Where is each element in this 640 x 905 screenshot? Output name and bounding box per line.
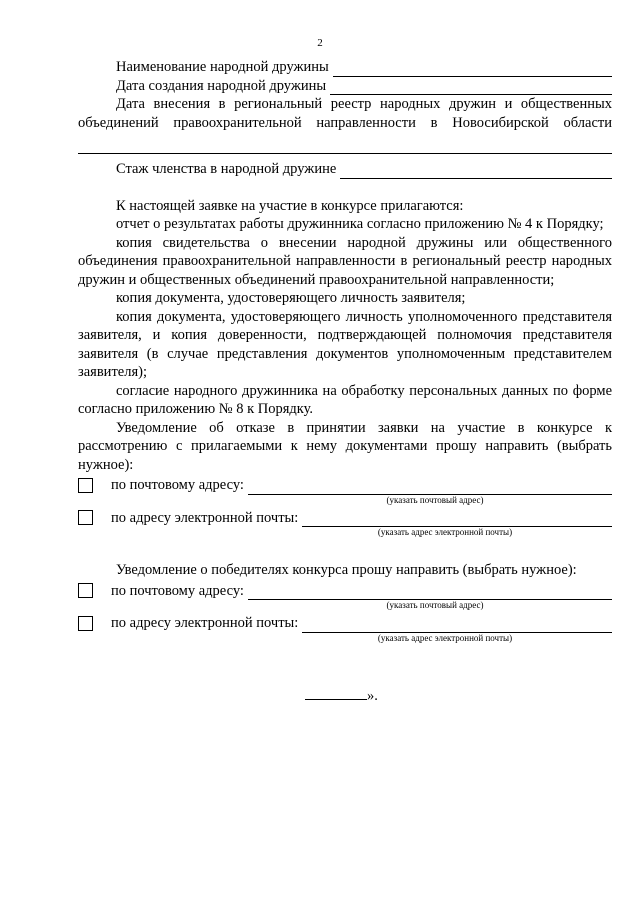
name-row [78,58,612,77]
created-label: Дата создания народной дружины [116,77,327,94]
registry-label-line1: Дата внесения в региональный реестр народных дружин и общественных [116,96,612,112]
created-row [78,77,612,96]
attachment-certificate: копия свидетельства о внесении народной дружины или общественного объединения правоохранительной направленности в региональный реестр народных дружин и общественных объединений правоохранительной направленности; [78,234,612,288]
name-field[interactable] [333,62,612,77]
attachment-consent: согласие народного дружинника на обработку персональных данных по форме согласно приложению № 8 к Порядку. [78,382,612,417]
refusal-email-label: по адресу электронной почты: [111,509,299,526]
winners-email-label: по адресу электронной почты: [111,615,299,631]
membership-row [78,160,612,179]
winners-notice-text: Уведомление о победителях конкурса прошу направить (выбрать нужное): [116,562,577,578]
winners-postal-label: по почтовому адресу: [111,582,244,599]
membership-label: Стаж членства в народной дружине [116,161,337,177]
winners-postal-checkbox[interactable] [78,583,93,598]
membership-field[interactable] [340,164,612,179]
created-field[interactable] [330,80,612,95]
attachment-representative-copy: копия документа, удостоверяющего личность уполномоченного представителя заявителя, и копия доверенности, подтверждающей полномочия представителя заявителя (в случае представления документов уполномоченным представителем заявителя); [78,308,612,380]
winners-postal-option [78,582,612,601]
refusal-postal-label: по почтовому адресу: [111,477,244,493]
attachment-report: отчет о результатах работы дружинника согласно приложению № 4 к Порядку; [116,216,604,232]
attachments-intro: К настоящей заявке на участие в конкурсе прилагаются: [116,197,464,214]
refusal-postal-field[interactable] [248,480,612,495]
closing-quote: ». [367,688,378,704]
winners-postal-hint: (указать почтовый адрес) [386,600,484,610]
winners-email-checkbox[interactable] [78,616,93,631]
date-field[interactable] [305,686,367,700]
page-number: 2 [317,37,323,49]
winners-email-option [78,614,612,633]
refusal-email-option [78,509,612,528]
winners-email-field[interactable] [302,618,612,633]
refusal-postal-option [78,476,612,495]
application-form [78,58,612,643]
closing-line [305,686,378,705]
refusal-notice-text: Уведомление об отказе в принятии заявки на участие в конкурсе к рассмотрению с прилагаемыми к нему документами прошу направить (выбрать нужное): [78,419,612,473]
refusal-email-checkbox[interactable] [78,510,93,525]
name-label: Наименование народной дружины [116,59,329,75]
attachment-id-copy: копия документа, удостоверяющего личность заявителя; [116,290,466,306]
refusal-email-field[interactable] [302,512,612,527]
winners-postal-field[interactable] [248,585,612,600]
registry-label-line2: объединений правоохранительной направленности в Новосибирской области [78,114,612,131]
refusal-email-hint: (указать адрес электронной почты) [377,527,513,537]
refusal-postal-checkbox[interactable] [78,478,93,493]
refusal-postal-hint: (указать почтовый адрес) [386,494,484,505]
winners-email-hint: (указать адрес электронной почты) [377,632,513,643]
registry-field[interactable] [78,136,612,154]
